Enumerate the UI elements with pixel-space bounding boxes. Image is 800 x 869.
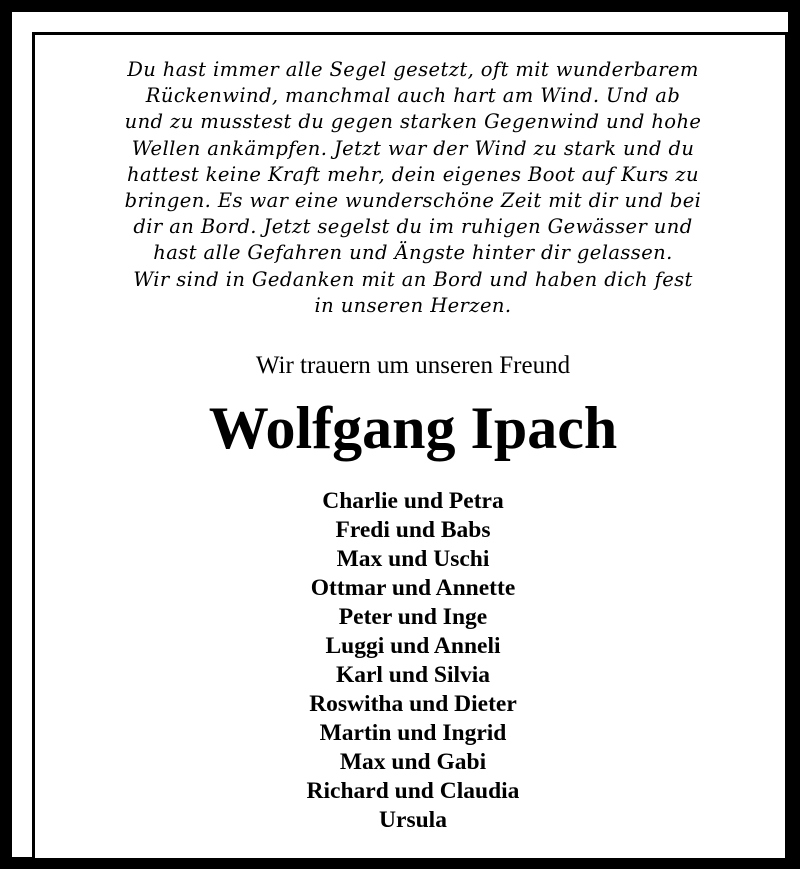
poem-line: hast alle Gefahren und Ängste hinter dir gelassen. <box>153 241 673 265</box>
mourner-entry: Ursula <box>379 807 447 833</box>
poem-line: in unseren Herzen. <box>314 293 512 317</box>
mourners-list <box>35 487 791 835</box>
poem-line: Rückenwind, manchmal auch hart am Wind. Und ab <box>145 84 681 108</box>
poem-line: und zu musstest du gegen starken Gegenwind und hohe <box>124 110 702 134</box>
inner-margin <box>12 12 788 857</box>
mourner-entry: Richard und Claudia <box>306 778 520 804</box>
mourning-intro: Wir trauern um unseren Freund <box>255 352 571 379</box>
poem-line: Wir sind in Gedanken mit an Bord und haben dich fest <box>133 267 693 291</box>
mourner-entry: Karl und Silvia <box>335 662 491 688</box>
notice-frame <box>32 32 788 861</box>
poem-line: hattest keine Kraft mehr, dein eigenes Boot auf Kurs zu <box>127 162 699 186</box>
mourner-entry: Max und Gabi <box>339 749 487 775</box>
mourner-entry: Roswitha und Dieter <box>309 691 517 717</box>
poem-line: Wellen ankämpfen. Jetzt war der Wind zu stark und du <box>131 136 695 160</box>
poem-line: dir an Bord. Jetzt segelst du im ruhigen Gewässer und <box>133 215 693 239</box>
poem-line: bringen. Es war eine wunderschöne Zeit mit dir und bei <box>124 189 702 213</box>
mourner-entry: Fredi und Babs <box>335 517 491 543</box>
mourner-entry: Peter und Inge <box>338 604 488 630</box>
poem-line: Du hast immer alle Segel gesetzt, oft mit wunderbarem <box>127 58 699 81</box>
poem-block <box>65 57 761 319</box>
mourner-entry: Martin und Ingrid <box>319 720 507 746</box>
deceased-name: Wolfgang Ipach <box>208 395 618 461</box>
mourner-entry: Max und Uschi <box>336 546 490 572</box>
mourner-entry: Luggi und Anneli <box>325 633 501 659</box>
mourner-entry: Ottmar und Annette <box>310 575 516 601</box>
mourner-entry: Charlie und Petra <box>322 488 504 514</box>
